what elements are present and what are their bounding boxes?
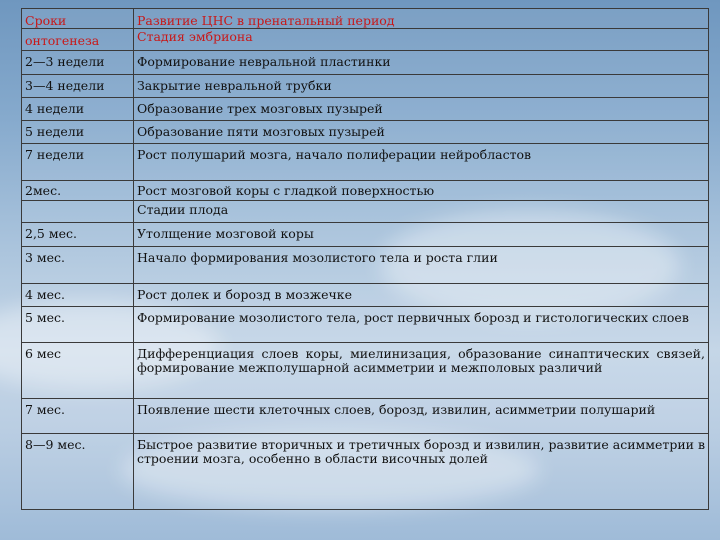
table-row (22, 121, 709, 144)
row-desc: Утолщение мозговой коры (134, 223, 709, 247)
table-row (22, 307, 709, 343)
row-desc: Дифференциация слоев коры, миелинизация, образование синаптических связей, формирование межполушарной асимметрии и межполовых различий (134, 343, 709, 399)
row-term: 7 мес. (22, 399, 134, 434)
table-row (22, 284, 709, 307)
slide-content (21, 8, 709, 516)
row-term: 4 мес. (22, 284, 134, 307)
row-desc: Появление шести клеточных слоев, борозд, извилин, асимметрии полушарий (134, 399, 709, 434)
table-header-row-1 (22, 9, 709, 29)
table-row (22, 223, 709, 247)
row-term: 6 мес (22, 343, 134, 399)
row-term: 8—9 мес. (22, 434, 134, 510)
row-term: 3 мес. (22, 247, 134, 284)
header-col1-line1: Сроки (22, 9, 134, 29)
table-row (22, 51, 709, 75)
row-desc: Образование пяти мозговых пузырей (134, 121, 709, 144)
prenatal-cns-table (21, 8, 709, 510)
row-desc: Быстрое развитие вторичных и третичных борозд и извилин, развитие асимметрии в строении мозга, особенно в области височных долей (134, 434, 709, 510)
row-desc: Формирование невральной пластинки (134, 51, 709, 75)
row-desc: Образование трех мозговых пузырей (134, 98, 709, 121)
row-term: 5 мес. (22, 307, 134, 343)
header-col2-line1: Развитие ЦНС в пренатальный период (134, 9, 709, 29)
row-desc: Рост полушарий мозга, начало полиферации нейробластов (134, 144, 709, 181)
table-row (22, 75, 709, 98)
header-col1-line2: онтогенеза (22, 29, 134, 51)
table-row (22, 98, 709, 121)
stage-subheader: Стадии плода (134, 201, 709, 223)
row-desc: Рост долек и борозд в мозжечке (134, 284, 709, 307)
row-desc: Формирование мозолистого тела, рост первичных борозд и гистологических слоев (134, 307, 709, 343)
table-row (22, 343, 709, 399)
table-row (22, 201, 709, 223)
row-term: 2мес. (22, 181, 134, 201)
row-term (22, 201, 134, 223)
row-desc: Рост мозговой коры с гладкой поверхностью (134, 181, 709, 201)
row-desc: Начало формирования мозолистого тела и роста глии (134, 247, 709, 284)
table-row (22, 247, 709, 284)
row-term: 2,5 мес. (22, 223, 134, 247)
row-term: 4 недели (22, 98, 134, 121)
header-col2-line2: Стадия эмбриона (134, 29, 709, 51)
table-row (22, 399, 709, 434)
table-row (22, 434, 709, 510)
row-desc: Закрытие невральной трубки (134, 75, 709, 98)
row-term: 2—3 недели (22, 51, 134, 75)
table-header-row-2 (22, 29, 709, 51)
table-row (22, 181, 709, 201)
row-term: 3—4 недели (22, 75, 134, 98)
row-term: 5 недели (22, 121, 134, 144)
row-term: 7 недели (22, 144, 134, 181)
table-row (22, 144, 709, 181)
